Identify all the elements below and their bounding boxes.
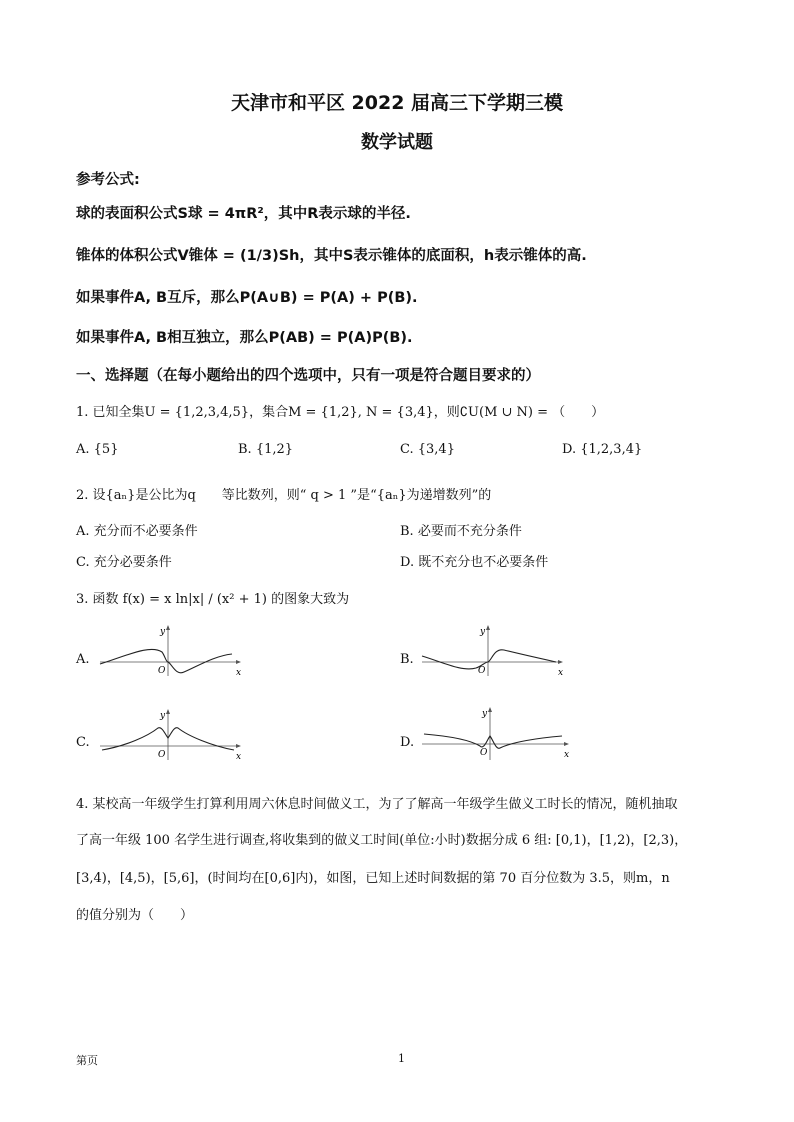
axis-y-label: y <box>482 709 488 719</box>
q3-option-c: C. <box>76 735 90 750</box>
q3-graph-a <box>96 622 246 678</box>
page-number: 1 <box>398 1052 405 1065</box>
formula-heading: 参考公式: <box>76 172 140 188</box>
origin-label: O <box>480 748 488 758</box>
footer-label: 第页 <box>76 1054 98 1067</box>
axis-x-label: x <box>558 668 564 678</box>
origin-label: O <box>158 750 166 760</box>
q1-option-a: A. {5} <box>76 442 119 457</box>
formula-cone: 锥体的体积公式V锥体 = (1/3)Sh，其中S表示锥体的底面积，h表示锥体的高. <box>76 248 587 264</box>
section-heading: 一、选择题（在每小题给出的四个选项中，只有一项是符合题目要求的） <box>76 368 540 384</box>
formula-independent: 如果事件A, B相互独立，那么P(AB) = P(A)P(B). <box>76 330 413 346</box>
axis-x-label: x <box>236 668 242 678</box>
q2-stem: 2. 设{aₙ}是公比为q 等比数列，则“ q > 1 ”是“{aₙ}为递增数列”的 <box>76 488 492 503</box>
paper-title: 天津市和平区 2022 届高三下学期三模 <box>230 92 564 114</box>
q1-stem: 1. 已知全集U = {1,2,3,4,5}，集合M = {1,2}, N = {3,4}，则∁U(M ∪ N) = （ ） <box>76 405 605 420</box>
q4-line-4: 的值分别为（ ） <box>76 908 194 923</box>
formula-sphere: 球的表面积公式S球 = 4πR²，其中R表示球的半径. <box>76 206 411 222</box>
q3-graph-c <box>96 706 246 762</box>
origin-label: O <box>158 666 166 676</box>
q4-line-1: 4. 某校高一年级学生打算利用周六休息时间做义工，为了了解高一年级学生做义工时长的情况，随机抽取 <box>76 797 678 812</box>
axis-y-label: y <box>160 627 166 637</box>
q2-option-b: B. 必要而不充分条件 <box>400 524 522 539</box>
q1-option-c: C. {3,4} <box>400 442 455 457</box>
q2-option-c: C. 充分必要条件 <box>76 555 172 570</box>
axis-x-label: x <box>236 752 242 762</box>
q3-option-d: D. <box>400 735 415 750</box>
q3-graph-b <box>418 622 568 678</box>
q3-stem: 3. 函数 f(x) = x ln|x| / (x² + 1) 的图象大致为 <box>76 592 350 607</box>
q3-option-b: B. <box>400 652 414 667</box>
q4-line-3: [3,4)，[4,5)，[5,6]，(时间均在[0,6]内)，如图，已知上述时间数据的第 70 百分位数为 3.5，则m，n <box>76 871 670 886</box>
q3-option-a: A. <box>76 652 90 667</box>
q1-option-b: B. {1,2} <box>238 442 294 457</box>
q4-line-2: 了高一年级 100 名学生进行调查,将收集到的做义工时间(单位:小时)数据分成 6 组: [0,1)，[1,2)，[2,3)， <box>76 833 688 848</box>
q1-option-d: D. {1,2,3,4} <box>562 442 643 457</box>
q2-option-a: A. 充分而不必要条件 <box>76 524 198 539</box>
paper-subtitle: 数学试题 <box>361 132 433 153</box>
formula-exclusive: 如果事件A, B互斥，那么P(A∪B) = P(A) + P(B). <box>76 290 418 306</box>
axis-x-label: x <box>564 750 570 760</box>
q3-graph-d <box>418 706 573 762</box>
q2-option-d: D. 既不充分也不必要条件 <box>400 555 549 570</box>
axis-y-label: y <box>480 627 486 637</box>
axis-y-label: y <box>160 711 166 721</box>
origin-label: O <box>478 666 486 676</box>
